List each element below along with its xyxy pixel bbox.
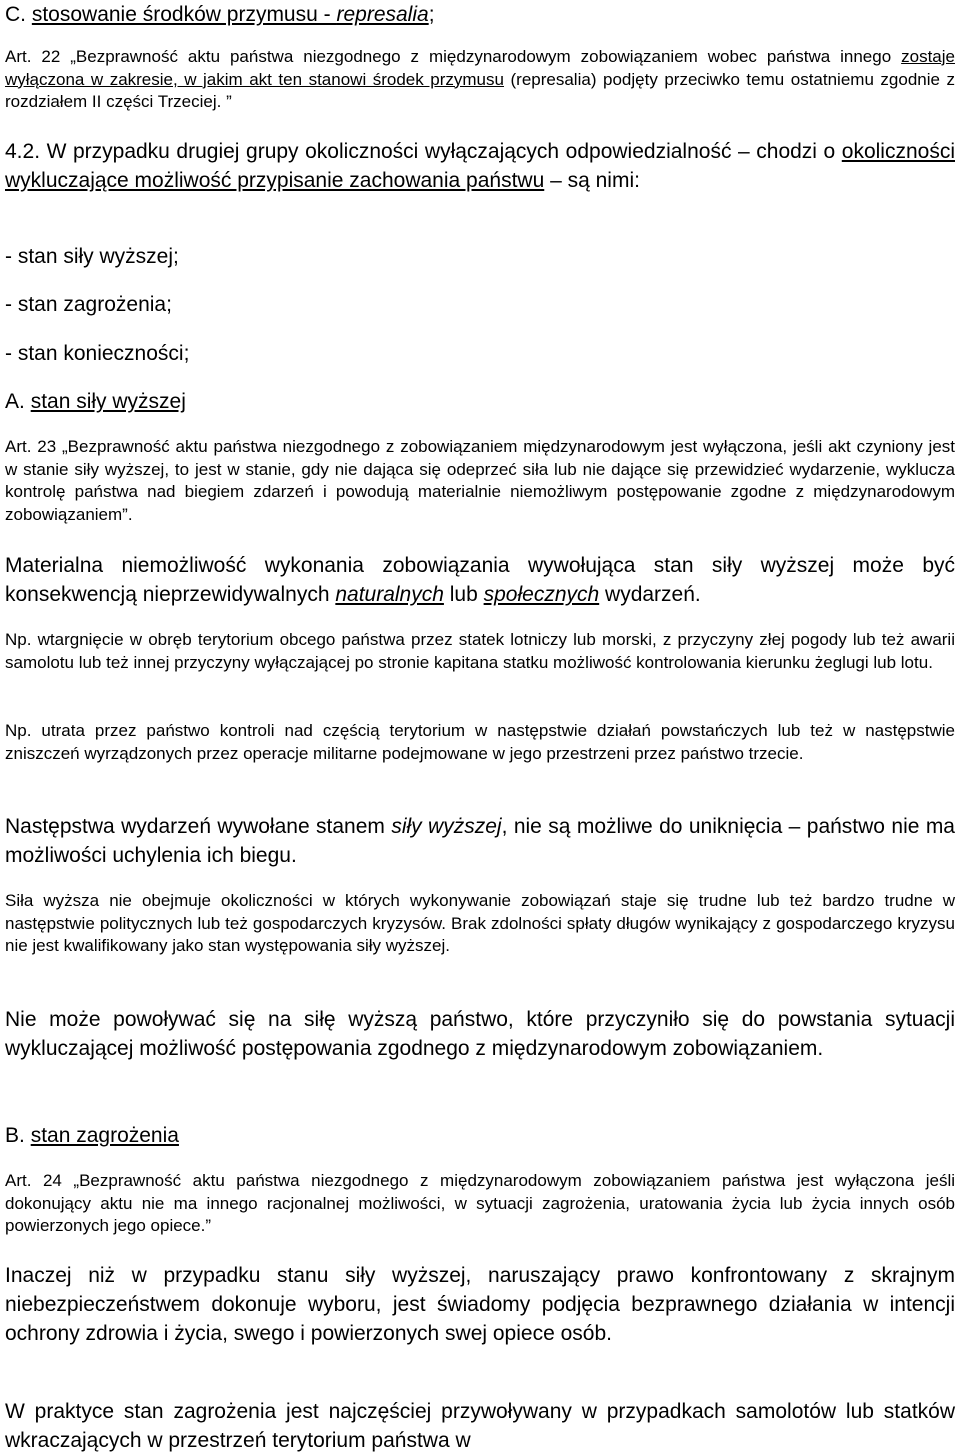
force-majeure-scope-paragraph: Siła wyższa nie obejmuje okoliczności w których wykonywanie zobowiązań staje się trudne lub też bardzo trudne w następstwie politycznych lub też gospodarczych kryzysów. Brak zdolności spłaty długów wynikający z gospodarczego kryzysu nie jest kwalifikowany jako stan występowania siły wyższej. bbox=[5, 891, 955, 956]
section-4-2-paragraph: 4.2. W przypadku drugiej grupy okoliczności wyłączających odpowiedzialność – chodzi o okoliczności wykluczające możliwość przypisanie zachowania państwu – są nimi: bbox=[5, 140, 955, 192]
art22-paragraph: Art. 22 „Bezprawność aktu państwa niezgodnego z międzynarodowym zobowiązaniem wobec państwa innego zostaje wyłączona w zakresie, w jakim akt ten stanowi środek przymusu (represalia) podjęty przeciwko temu ostatniemu zgodnie z rozdziałem II części Trzeciej. ” bbox=[5, 47, 955, 112]
art24-paragraph: Art. 24 „Bezprawność aktu państwa niezgodnego z międzynarodowym zobowiązaniem państwa jest wyłączona jeśli dokonujący aktu nie ma innego racjonalnej możliwości, w sytuacji zagrożenia, uratowania życia lub życia innych osób powierzonych jego opiece.” bbox=[5, 1171, 955, 1236]
material-impossibility-paragraph: Materialna niemożliwość wykonania zobowiązania wywołująca stan siły wyższej może być konsekwencją nieprzewidywalnych naturalnych lub społecznych wydarzeń. bbox=[5, 554, 955, 606]
example-1-paragraph: Np. wtargnięcie w obręb terytorium obcego państwa przez statek lotniczy lub morski, z przyczyny złej pogody lub też awarii samolotu lub też innej przyczyny wyłączającej po stronie kapitana statku możliwość kontrolowania kierunku żeglugi lub lotu. bbox=[5, 630, 955, 672]
art23-paragraph: Art. 23 „Bezprawność aktu państwa niezgodnego z zobowiązaniem międzynarodowym jest wyłączona, jeśli akt czyniony jest w stanie siły wyższej, to jest w stanie, gdy nie dająca się odeprzeć siła lub nie dające się przewidzieć wydarzenie, wyklucza kontrolę państwa nad biegiem zdarzeń i powodują materialnie niemożliwym postępowanie zgodne z międzynarodowym zobowiązaniem”. bbox=[5, 437, 955, 524]
list-item-necessity: - stan konieczności; bbox=[5, 342, 190, 365]
list-item-distress: - stan zagrożenia; bbox=[5, 293, 172, 316]
consequences-paragraph: Następstwa wydarzeń wywołane stanem siły wyższej, nie są możliwe do uniknięcia – państwo nie ma możliwości uchylenia ich biegu. bbox=[5, 815, 955, 867]
section-b-heading: B. stan zagrożenia bbox=[5, 1124, 179, 1147]
unlike-force-majeure-paragraph: Inaczej niż w przypadku stanu siły wyższej, naruszający prawo konfrontowany z skrajnym niebezpieczeństwem dokonuje wyboru, jest świadomy podjęcia bezprawnego działania w intencji ochrony zdrowia i życia, swego i powierzonych swej opiece osób. bbox=[5, 1264, 955, 1345]
in-practice-paragraph: W praktyce stan zagrożenia jest najczęściej przywoływany w przypadkach samolotów lub statków wkraczających w przestrzeń terytorium państwa w bbox=[5, 1400, 955, 1452]
list-item-force-majeure: - stan siły wyższej; bbox=[5, 245, 179, 268]
section-c-heading: C. stosowanie środków przymusu - represalia; bbox=[5, 3, 435, 26]
cannot-invoke-paragraph: Nie może powoływać się na siłę wyższą państwo, które przyczyniło się do powstania sytuacji wykluczającej możliwość postępowania zgodnego z międzynarodowym zobowiązaniem. bbox=[5, 1008, 955, 1060]
example-2-paragraph: Np. utrata przez państwo kontroli nad częścią terytorium w następstwie działań powstańczych lub też w następstwie zniszczeń wyrządzonych przez operacje militarne podejmowane w jego przestrzeni przez państwo trzecie. bbox=[5, 721, 955, 763]
section-a-heading: A. stan siły wyższej bbox=[5, 390, 186, 413]
